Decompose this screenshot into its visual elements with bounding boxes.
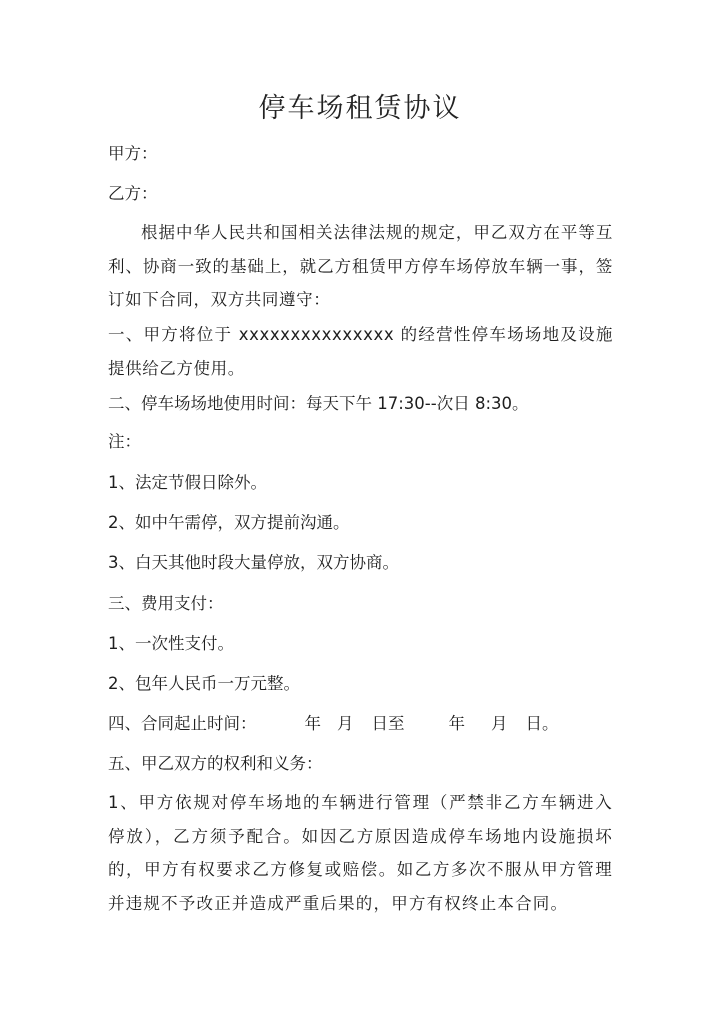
preamble-paragraph: 根据中华人民共和国相关法律法规的规定，甲乙双方在平等互利、协商一致的基础上，就乙方租赁甲方停车场停放车辆一事，签订如下合同，双方共同遵守： (108, 223, 613, 309)
note-item: 2、如中午需停，双方提前沟通。 (108, 513, 350, 532)
start-year-field: 年 (304, 714, 321, 733)
start-month-field: 月 (337, 714, 354, 733)
party-a-label: 甲方： (108, 144, 158, 163)
clause-4-line (108, 714, 613, 734)
party-b-label: 乙方： (108, 184, 158, 203)
payment-item: 2、包年人民币一万元整。 (108, 674, 300, 693)
note-item: 3、白天其他时段大量停放，双方协商。 (108, 553, 399, 572)
clause-3-heading: 三、费用支付： (108, 594, 224, 613)
end-month-field: 月 (491, 714, 508, 733)
clause-5-heading: 五、甲乙双方的权利和义务： (108, 754, 323, 773)
end-day-field: 日。 (525, 714, 559, 733)
note-item: 1、法定节假日除外。 (108, 473, 267, 492)
clause-2-paragraph: 二、停车场场地使用时间：每天下午 17:30--次日 8:30。 (108, 394, 529, 413)
end-year-field: 年 (448, 714, 465, 733)
clause-4-label: 四、合同起止时间： (108, 714, 257, 733)
document-title: 停车场租赁协议 (258, 93, 462, 124)
start-day-field: 日至 (371, 714, 405, 733)
clause-1-paragraph: 一、甲方将位于 xxxxxxxxxxxxxxx 的经营性停车场场地及设施提供给乙方使用。 (108, 325, 613, 378)
clause-5-item: 1、甲方依规对停车场地的车辆进行管理（严禁非乙方车辆进入停放），乙方须予配合。如因乙方原因造成停车场地内设施损坏的，甲方有权要求乙方修复或赔偿。如乙方多次不服从甲方管理并违规不予改正并造成严重后果的，甲方有权终止本合同。 (108, 793, 613, 913)
note-heading: 注： (108, 432, 141, 451)
payment-item: 1、一次性支付。 (108, 634, 234, 653)
